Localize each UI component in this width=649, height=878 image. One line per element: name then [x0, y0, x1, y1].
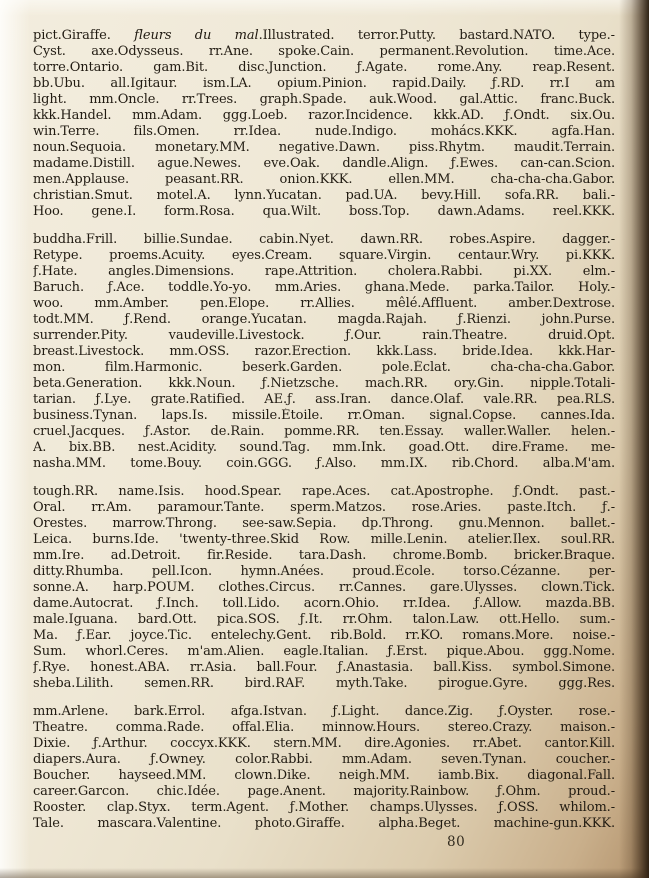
text-block	[33, 28, 615, 844]
text-line: tarian. ƒ.Lye. grate.Ratified. AE.ƒ. ass.Iran. dance.Olaf. vale.RR. pea.RLS.	[33, 392, 615, 407]
text-line: Rooster. clap.Styx. term.Agent. ƒ.Mother. champs.Ulysses. ƒ.OSS. whilom.-	[33, 800, 615, 815]
text-line: sheba.Lilith. semen.RR. bird.RAF. myth.Take. pirogue.Gyre. ggg.Res.	[33, 676, 615, 691]
text-line: mm.Arlene. bark.Errol. afga.Istvan. ƒ.Light. dance.Zig. ƒ.Oyster. rose.-	[33, 704, 615, 719]
text-line: Boucher. hayseed.MM. clown.Dike. neigh.MM. iamb.Bix. diagonal.Fall.	[33, 768, 615, 783]
text-line: Ma. ƒ.Ear. joyce.Tic. entelechy.Gent. rib.Bold. rr.KO. romans.More. noise.-	[33, 628, 615, 643]
text-line: Oral. rr.Am. paramour.Tante. sperm.Matzos. rose.Aries. paste.Itch. ƒ.-	[33, 500, 615, 515]
text-line: noun.Sequoia. monetary.MM. negative.Dawn. piss.Rhytm. maudit.Terrain.	[33, 140, 615, 155]
paragraph	[33, 28, 615, 220]
text-line: todt.MM. ƒ.Rend. orange.Yucatan. magda.Rajah. ƒ.Rienzi. john.Purse.	[33, 312, 615, 327]
text-line: dame.Autocrat. ƒ.Inch. toll.Lido. acorn.Ohio. rr.Idea. ƒ.Allow. mazda.BB.	[33, 596, 615, 611]
text-line: ƒ.Rye. honest.ABA. rr.Asia. ball.Four. ƒ.Anastasia. ball.Kiss. symbol.Simone.	[33, 660, 615, 675]
text-line: madame.Distill. ague.Newes. eve.Oak. dandle.Align. ƒ.Ewes. can-can.Scion.	[33, 156, 615, 171]
text-line: light. mm.Oncle. rr.Trees. graph.Spade. auk.Wood. gal.Attic. franc.Buck.	[33, 92, 615, 107]
text-line: Cyst. axe.Odysseus. rr.Ane. spoke.Cain. permanent.Revolution. time.Ace.	[33, 44, 615, 59]
page-top-highlight	[0, 0, 649, 16]
text-line: christian.Smut. motel.A. lynn.Yucatan. pad.UA. bevy.Hill. sofa.RR. bali.-	[33, 188, 615, 203]
text-line: cruel.Jacques. ƒ.Astor. de.Rain. pomme.RR. ten.Essay. waller.Waller. helen.-	[33, 424, 615, 439]
page-left-highlight	[0, 0, 30, 878]
text-line: men.Applause. peasant.RR. onion.KKK. ellen.MM. cha-cha-cha.Gabor.	[33, 172, 615, 187]
text-line: win.Terre. fils.Omen. rr.Idea. nude.Indigo. mohács.KKK. agfa.Han.	[33, 124, 615, 139]
text-line: mon. film.Harmonic. beserk.Garden. pole.Éclat. cha-cha-cha.Gabor.	[33, 360, 615, 375]
page-number: 80	[447, 834, 466, 850]
text-line: Theatre. comma.Rade. offal.Elia. minnow.Hours. stereo.Crazy. maison.-	[33, 720, 615, 735]
paragraph	[33, 484, 615, 692]
text-line: Leica. burns.Ide. 'twenty-three.Skid Row. mille.Lenin. atelier.Ilex. soul.RR.	[33, 532, 615, 547]
text-line: surrender.Pity. vaudeville.Livestock. ƒ.Our. rain.Theatre. druid.Opt.	[33, 328, 615, 343]
text-line: beta.Generation. kkk.Noun. ƒ.Nietzsche. mach.RR. ory.Gin. nipple.Totali-	[33, 376, 615, 391]
text-line: pict.Giraffe. fleurs du mal.Illustrated. terror.Putty. bastard.NATO. type.-	[33, 28, 615, 43]
text-line: mm.Ire. ad.Detroit. fir.Reside. tara.Dash. chrome.Bomb. bricker.Braque.	[33, 548, 615, 563]
text-line: torre.Ontario. gam.Bit. disc.Junction. ƒ.Agate. rome.Any. reap.Resent.	[33, 60, 615, 75]
text-line: buddha.Frill. billie.Sundae. cabin.Nyet. dawn.RR. robes.Aspire. dagger.-	[33, 232, 615, 247]
text-line: Dixie. ƒ.Arthur. coccyx.KKK. stern.MM. dire.Agonies. rr.Abet. cantor.Kill.	[33, 736, 615, 751]
text-line: career.Garcon. chic.Idée. page.Anent. majority.Rainbow. ƒ.Ohm. proud.-	[33, 784, 615, 799]
text-line: kkk.Handel. mm.Adam. ggg.Loeb. razor.Incidence. kkk.AD. ƒ.Ondt. six.Ou.	[33, 108, 615, 123]
paragraph	[33, 704, 615, 832]
text-line: sonne.A. harp.POUM. clothes.Circus. rr.Cannes. gare.Ulysses. clown.Tick.	[33, 580, 615, 595]
text-line: woo. mm.Amber. pen.Elope. rr.Allies. mêlé.Affluent. amber.Dextrose.	[33, 296, 615, 311]
text-line: diapers.Aura. ƒ.Owney. color.Rabbi. mm.Adam. seven.Tynan. coucher.-	[33, 752, 615, 767]
text-line: breast.Livestock. mm.OSS. razor.Erection. kkk.Lass. bride.Idea. kkk.Har-	[33, 344, 615, 359]
text-line: Tale. mascara.Valentine. photo.Giraffe. alpha.Beget. machine-gun.KKK.	[33, 816, 615, 831]
text-line: A. bix.BB. nest.Acidity. sound.Tag. mm.Ink. goad.Ott. dire.Frame. me-	[33, 440, 615, 455]
text-line: ditty.Rhumba. pell.Icon. hymn.Anées. proud.École. torso.Cézanne. per-	[33, 564, 615, 579]
text-line: nasha.MM. tome.Bouy. coin.GGG. ƒ.Also. mm.IX. rib.Chord. alba.M'am.	[33, 456, 615, 471]
text-line: ƒ.Hate. angles.Dimensions. rape.Attrition. cholera.Rabbi. pi.XX. elm.-	[33, 264, 615, 279]
text-line: tough.RR. name.Isis. hood.Spear. rape.Aces. cat.Apostrophe. ƒ.Ondt. past.-	[33, 484, 615, 499]
text-line: Baruch. ƒ.Ace. toddle.Yo-yo. mm.Aries. ghana.Mede. parka.Tailor. Holy.-	[33, 280, 615, 295]
page-bottom-shadow	[0, 868, 649, 878]
text-line: business.Tynan. laps.Is. missile.Étoile. rr.Oman. signal.Copse. cannes.Ida.	[33, 408, 615, 423]
paragraph	[33, 232, 615, 472]
text-line: Orestes. marrow.Throng. see-saw.Sepia. dp.Throng. gnu.Mennon. ballet.-	[33, 516, 615, 531]
text-line: male.Iguana. bard.Ott. pica.SOS. ƒ.It. rr.Ohm. talon.Law. ott.Hello. sum.-	[33, 612, 615, 627]
page-gutter-shadow	[619, 0, 649, 878]
text-line: Sum. whorl.Ceres. m'am.Alien. eagle.Italian. ƒ.Erst. pique.Abou. ggg.Nome.	[33, 644, 615, 659]
text-line: Retype. proems.Acuity. eyes.Cream. square.Virgin. centaur.Wry. pi.KKK.	[33, 248, 615, 263]
text-line: Hoo. gene.I. form.Rosa. qua.Wilt. boss.Top. dawn.Adams. reel.KKK.	[33, 204, 615, 219]
text-line: bb.Ubu. all.Igitaur. ism.LA. opium.Pinion. rapid.Daily. ƒ.RD. rr.I am	[33, 76, 615, 91]
